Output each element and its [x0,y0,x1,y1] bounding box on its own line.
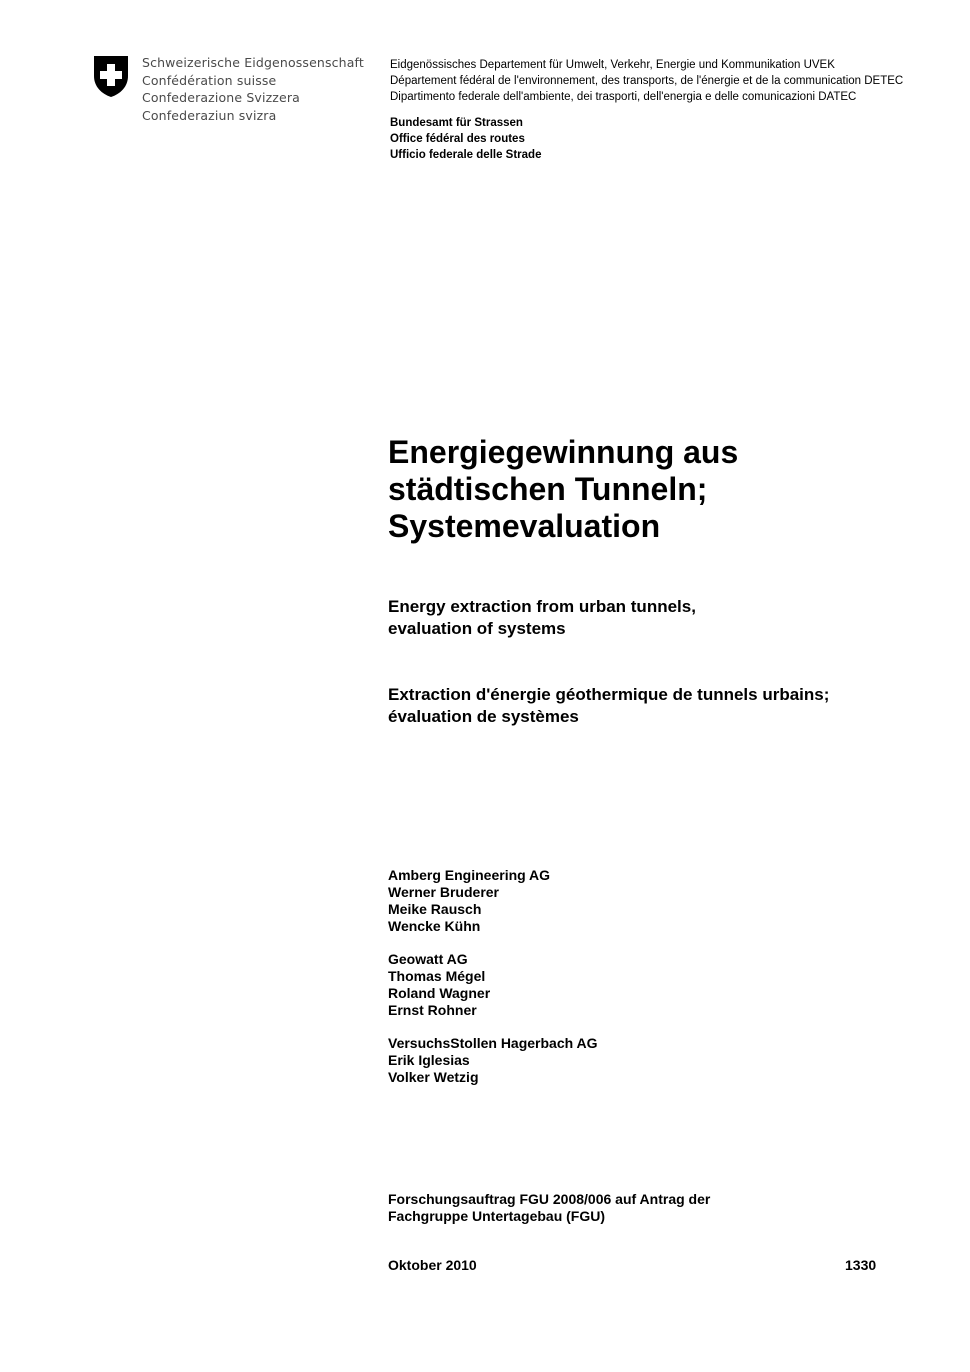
author-list [388,867,598,1102]
subtitle-line: Extraction d'énergie géothermique de tunnels urbains; [388,685,830,704]
author-group-geowatt [388,951,598,1019]
department-line-de: Eidgenössisches Departement für Umwelt, Verkehr, Energie und Kommunikation UVEK [390,59,835,71]
subtitle-line: Energy extraction from urban tunnels, [388,597,696,616]
office-line-fr: Office fédéral des routes [390,133,525,145]
organization-name: Geowatt AG [388,951,468,967]
report-title [388,434,738,545]
department-names [390,57,903,105]
publication-date: Oktober 2010 [388,1257,477,1273]
author-name: Thomas Mégel [388,968,486,984]
author-name: Volker Wetzig [388,1069,479,1085]
confederation-line-rm: Confederaziun svizra [142,107,277,123]
author-name: Erik Iglesias [388,1052,470,1068]
organization-name: VersuchsStollen Hagerbach AG [388,1035,598,1051]
title-line: städtischen Tunneln; [388,471,708,507]
author-name: Roland Wagner [388,985,491,1001]
report-number: 1330 [845,1257,877,1273]
confederation-line-fr: Confédération suisse [142,72,277,88]
organization-name: Amberg Engineering AG [388,867,551,883]
department-line-it: Dipartimento federale dell'ambiente, dei trasporti, dell'energia e delle comunicazioni DATEC [390,91,857,103]
author-name: Meike Rausch [388,901,482,917]
office-names [390,115,541,163]
confederation-line-it: Confederazione Svizzera [142,90,300,105]
author-name: Werner Bruderer [388,884,500,900]
author-group-hagerbach [388,1035,598,1086]
confederation-line-de: Schweizerische Eidgenossenschaft [142,55,364,70]
confederation-names [142,54,364,124]
subtitle-line: évaluation de systèmes [388,706,579,726]
subtitle-french [388,684,829,727]
subtitle-line: evaluation of systems [388,618,566,638]
title-line: Systemevaluation [388,508,661,544]
office-line-it: Ufficio federale delle Strade [390,149,542,161]
research-mandate [388,1191,710,1225]
author-group-amberg [388,867,598,935]
author-name: Wencke Kühn [388,918,481,934]
title-line: Energiegewinnung aus [388,434,739,470]
mandate-line: Fachgruppe Untertagebau (FGU) [388,1208,606,1224]
author-name: Ernst Rohner [388,1002,477,1018]
department-line-fr: Département fédéral de l'environnement, des transports, de l'énergie et de la communication DETEC [390,75,904,87]
office-line-de: Bundesamt für Strassen [390,117,523,129]
subtitle-english [388,596,696,639]
mandate-line: Forschungsauftrag FGU 2008/006 auf Antrag der [388,1191,711,1207]
swiss-crest-icon [92,54,130,98]
